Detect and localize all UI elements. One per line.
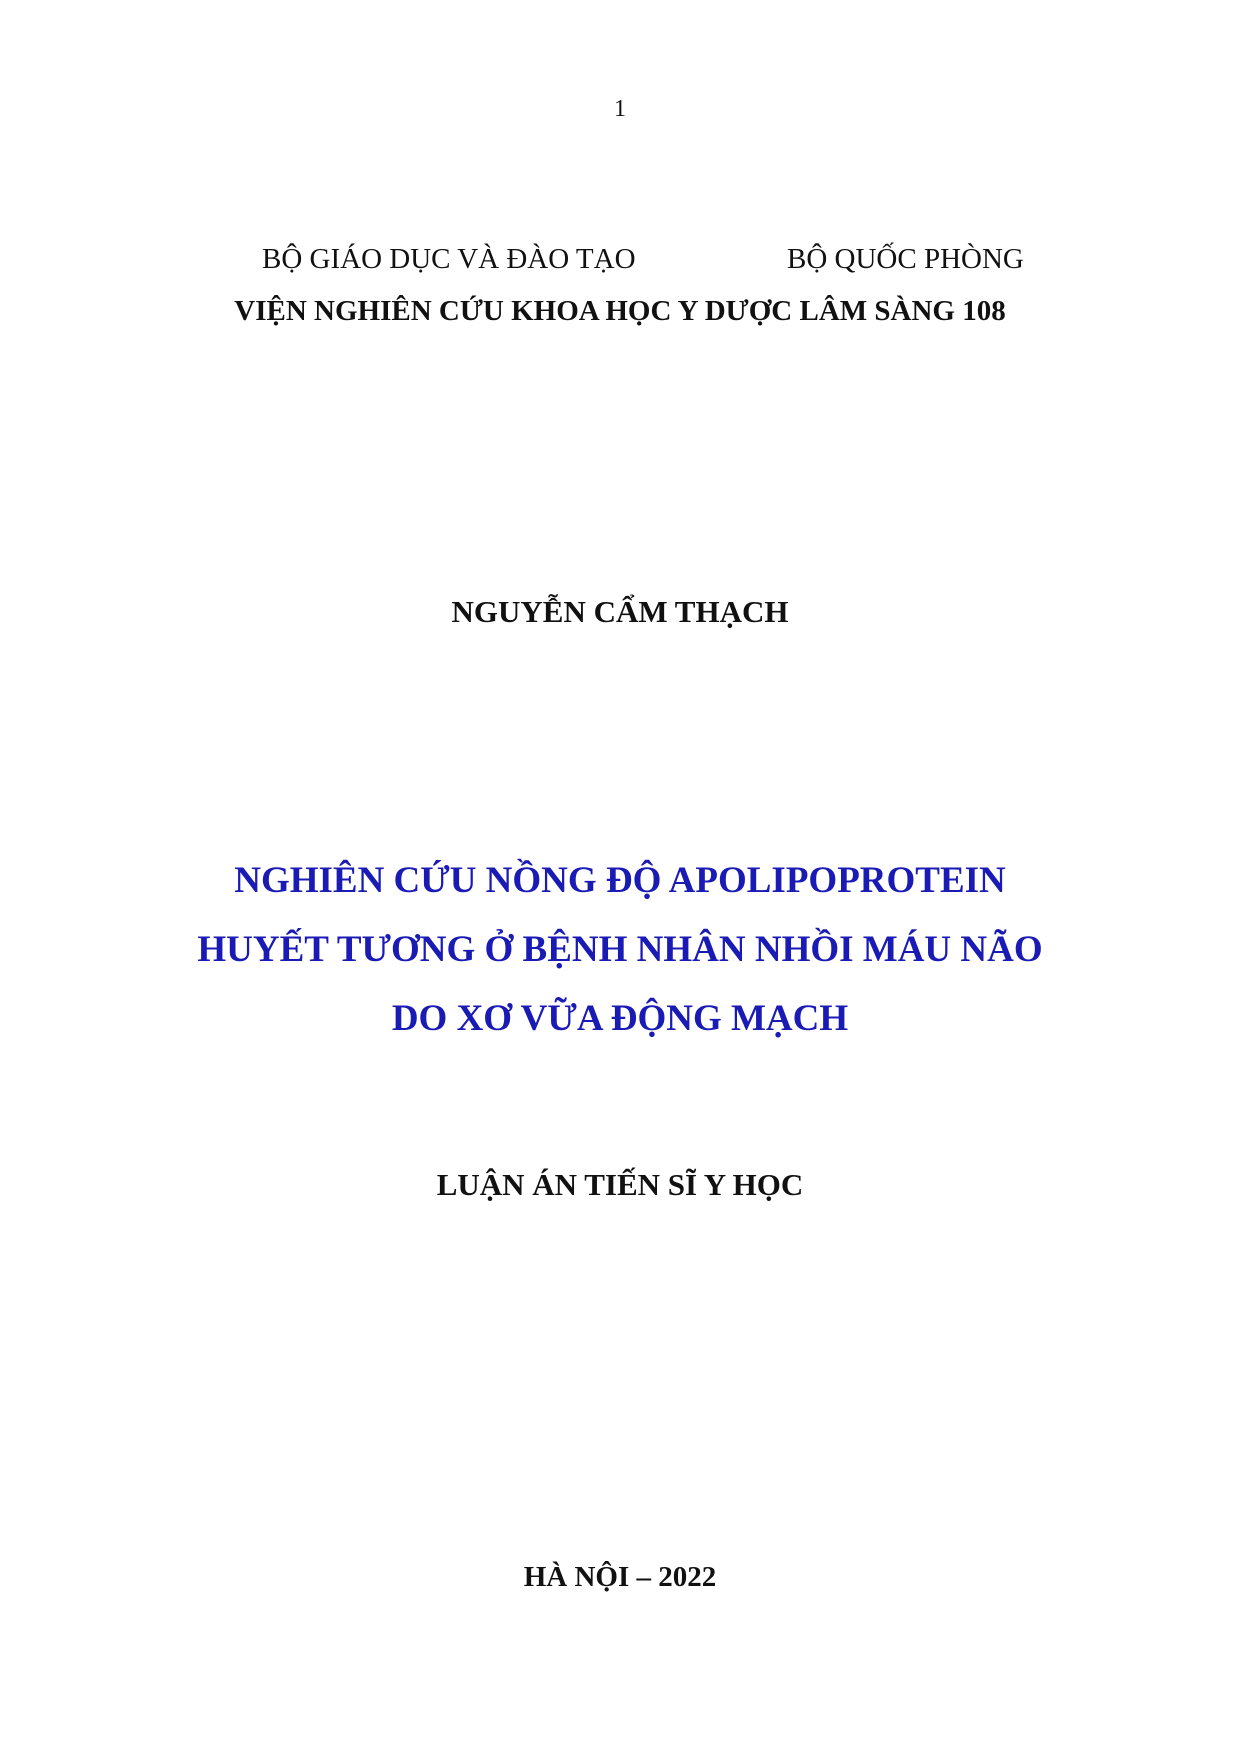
- institute-name: VIỆN NGHIÊN CỨU KHOA HỌC Y DƯỢC LÂM SÀNG 108: [234, 295, 1006, 327]
- thesis-type: LUẬN ÁN TIẾN SĨ Y HỌC: [436, 1167, 804, 1202]
- thesis-title-line-3: DO XƠ VỮA ĐỘNG MẠCH: [391, 998, 849, 1039]
- ministry-education: BỘ GIÁO DỤC VÀ ĐÀO TẠO: [262, 243, 636, 275]
- author-name: NGUYỄN CẨM THẠCH: [451, 594, 789, 629]
- thesis-title: [0, 846, 1240, 1053]
- place-and-year: HÀ NỘI – 2022: [523, 1561, 717, 1593]
- thesis-title-line-1: NGHIÊN CỨU NỒNG ĐỘ APOLIPOPROTEIN: [234, 860, 1006, 901]
- thesis-title-line-2: HUYẾT TƯƠNG Ở BỆNH NHÂN NHỒI MÁU NÃO: [197, 929, 1043, 970]
- ministry-defense: BỘ QUỐC PHÒNG: [787, 243, 1024, 275]
- page-number: 1: [614, 96, 626, 122]
